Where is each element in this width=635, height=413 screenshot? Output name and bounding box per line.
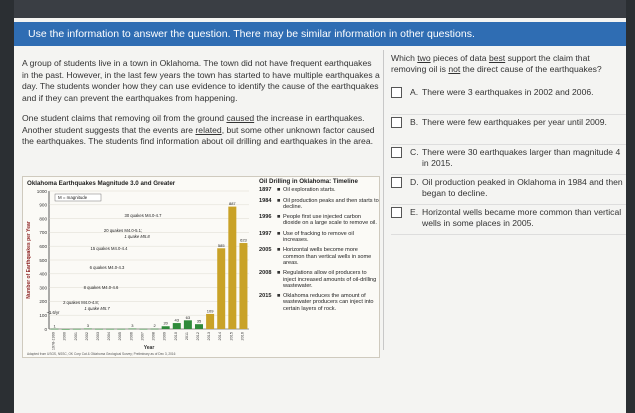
oil-drilling-timeline (259, 179, 379, 316)
checkbox[interactable] (391, 87, 402, 98)
underlined-word: two (417, 53, 431, 63)
bar-2005 (117, 329, 125, 330)
chart-annotation: 2 quakes M4.0-4.8; (63, 300, 99, 305)
option-divider (391, 234, 626, 235)
x-tick-label: 2014 (218, 332, 223, 341)
x-tick-label: 2004 (107, 332, 112, 341)
timeline-marker-icon: ■ (277, 187, 281, 194)
instruction-banner: Use the information to answer the question. There may be similar information in other questions. (14, 22, 626, 46)
bar-2006 (128, 329, 136, 330)
option-text: There were few earthquakes per year until 2009. (422, 117, 607, 127)
option-letter: C. (410, 147, 419, 157)
chart-source: Adapted from USGS, NSSC, OK Corp Cat & Oklahoma Geological Survey; Preliminary as of Dec 3, 2016 (27, 352, 176, 356)
x-tick-label: 2016 (240, 332, 245, 341)
x-tick-label: 2013 (207, 332, 212, 341)
earthquake-bar-chart (23, 177, 259, 357)
timeline-year: 2005 (259, 247, 272, 254)
bar-value-label: 3 (86, 323, 90, 329)
timeline-event (259, 293, 379, 312)
bar-2002 (84, 329, 92, 330)
x-axis-label: Year (143, 345, 155, 351)
option-text: Oil production peaked in Oklahoma in 1984 and then began to decline. (422, 177, 623, 198)
y-tick-label: 600 (39, 244, 47, 249)
passage-text: the increase in earthquakes. Another student suggests that the events are (22, 113, 365, 135)
chart-annotation: 15 quakes M4.0-4.4 (90, 246, 128, 251)
option-letter: D. (410, 177, 419, 187)
answer-option-a[interactable] (391, 87, 626, 111)
timeline-year: 2008 (259, 270, 272, 277)
y-axis-label: Number of Earthquakes per Year (26, 221, 32, 299)
chart-annotation: ~1.6/yr (46, 310, 60, 315)
timeline-event (259, 187, 379, 193)
timeline-event (259, 214, 379, 227)
timeline-event (259, 270, 379, 289)
bar-value-label: 20 (163, 320, 168, 326)
y-tick-label: 100 (39, 313, 47, 318)
chart-annotation: 1 quake M5.7 (84, 306, 110, 311)
timeline-text: Oklahoma reduces the amount of wastewater producers can inject into certain layers of rock. (283, 293, 374, 312)
answer-option-c[interactable] (391, 147, 626, 171)
option-divider (391, 114, 626, 115)
checkbox[interactable] (391, 147, 402, 158)
y-tick-label: 700 (39, 230, 47, 236)
x-tick-label: 2012 (196, 332, 200, 341)
underlined-word: caused (226, 113, 255, 123)
y-tick-label: 200 (39, 299, 47, 305)
timeline-title: Oil Drilling in Oklahoma: Timeline (259, 178, 358, 185)
option-divider (391, 174, 626, 175)
answer-option-d[interactable] (391, 177, 626, 201)
timeline-text: Oil production peaks and then starts to decline. (283, 197, 379, 210)
bar-2000 (62, 329, 70, 330)
timeline-marker-icon: ■ (277, 270, 281, 277)
chart-annotation: 8 quakes M4.0-4.6 (83, 285, 119, 290)
y-tick-label: 400 (39, 271, 47, 277)
y-tick-label: 900 (39, 202, 47, 208)
timeline-marker-icon: ■ (277, 230, 281, 237)
bar-value-label: 109 (206, 308, 214, 314)
timeline-text: Use of fracking to remove oil increases. (283, 230, 354, 244)
option-text: Horizontal wells became more common than vertical wells in some places in 2005. (422, 207, 622, 228)
bar-value-label: 35 (196, 318, 202, 324)
timeline-event (259, 231, 379, 244)
underlined-word: related (195, 124, 222, 135)
option-divider (391, 144, 626, 145)
timeline-marker-icon: ■ (277, 197, 281, 204)
top-toolbar (14, 0, 626, 18)
bar-value-label: 2 (153, 323, 156, 329)
bar-2008 (151, 329, 159, 330)
option-text: There were 30 earthquakes larger than magnitude 4 in 2015. (422, 147, 621, 168)
bar-value-label: 585 (217, 242, 225, 248)
x-tick-label: 2008 (151, 332, 156, 341)
timeline-year: 2015 (259, 293, 272, 300)
y-tick-label: 800 (39, 216, 47, 222)
passage-paragraph-1: A group of students live in a town in Oklahoma. The town did not have frequent earthquakes in the past. However, in the last few years the town has started to have multiple earthquakes a day. The students wonder how they can use evidence to identify the cause of the earthquakes and if they can prevent the earthquakes from happening. (22, 58, 380, 103)
question-part: pieces of data (430, 53, 489, 63)
question-part: Which (391, 53, 418, 63)
timeline-event (259, 198, 379, 211)
bar-2014 (217, 248, 225, 329)
option-text: There were 3 earthquakes in 2002 and 2006. (422, 87, 594, 97)
bar-2007 (139, 329, 147, 330)
bar-value-label: 43 (174, 317, 180, 323)
timeline-text: Oil exploration starts. (283, 187, 336, 194)
bar-2015 (228, 207, 236, 329)
timeline-text: Horizontal wells become more common than vertical wells in some areas. (283, 247, 372, 266)
underlined-word: not (448, 64, 461, 74)
question-part: support the claim that removing oil is (391, 53, 590, 74)
x-tick-label: 2015 (229, 332, 234, 341)
bar-2013 (206, 314, 214, 329)
y-tick-label: 500 (39, 257, 47, 263)
bar-2012 (195, 324, 203, 329)
timeline-text: Regulations allow oil producers to inject increased amounts of oil-drilling wastewater. (283, 270, 377, 289)
option-divider (391, 204, 626, 205)
bar-value-label: 63 (185, 314, 191, 320)
x-tick-label: 2003 (96, 332, 100, 341)
legend-text: M = magnitude (58, 195, 88, 201)
passage-paragraph-2 (22, 113, 380, 148)
chart-annotation: 30 quakes M4.0-4.7 (124, 213, 162, 218)
bar-value-label: 623 (240, 237, 247, 243)
bar-2004 (106, 329, 114, 330)
option-letter: E. (410, 207, 419, 217)
answer-option-b[interactable] (391, 117, 626, 141)
data-figure (22, 176, 380, 358)
x-tick-label: 2001 (73, 332, 78, 341)
x-tick-label: 2007 (140, 332, 145, 341)
timeline-year: 1897 (259, 187, 272, 194)
timeline-marker-icon: ■ (277, 293, 281, 300)
option-letter: B. (410, 117, 419, 127)
bar-value-label: 887 (228, 201, 236, 207)
x-tick-label: 2006 (129, 332, 134, 341)
checkbox[interactable] (391, 207, 402, 218)
timeline-year: 1996 (259, 214, 272, 221)
bar-1978-1999 (51, 329, 59, 330)
x-tick-label: 2011 (184, 332, 189, 341)
bar-2011 (184, 320, 192, 329)
bar-2003 (95, 329, 103, 330)
passage-text: One student claims that removing oil from the ground (22, 113, 227, 123)
bar-2009 (162, 326, 170, 329)
passage-text: , but some other unknown factor caused the earthquakes. The students find information about oil drilling and earthquakes in the area. (22, 124, 375, 146)
column-divider (383, 50, 384, 350)
checkbox[interactable] (391, 177, 402, 188)
question-panel (391, 53, 626, 237)
y-tick-label: 0 (44, 326, 47, 332)
bar-2001 (73, 329, 81, 330)
chart-title: Oklahoma Earthquakes Magnitude 3.0 and Greater (27, 180, 176, 187)
bar-2016 (239, 243, 247, 329)
app-window (14, 0, 626, 413)
question-part: the direct cause of the earthquakes? (460, 64, 602, 74)
chart-annotation: 20 quakes M4.0-5.1; (103, 228, 143, 233)
x-tick-label: 2010 (173, 332, 178, 341)
timeline-year: 1997 (259, 230, 272, 237)
underlined-word: best (488, 53, 506, 63)
chart-annotation: 1 quake M5.8 (124, 234, 150, 239)
y-tick-label: 300 (39, 285, 47, 291)
answer-option-e[interactable] (391, 207, 626, 231)
timeline-event (259, 247, 379, 266)
bar-value-label: 3 (131, 323, 134, 329)
timeline-text: People first use injected carbon dioxide on a large scale to remove oil. (283, 214, 377, 227)
timeline-marker-icon: ■ (277, 214, 281, 221)
timeline-year: 1984 (259, 197, 272, 204)
x-tick-label: 2000 (62, 332, 67, 341)
x-tick-label: 2005 (118, 332, 123, 341)
x-tick-label: 2002 (84, 332, 89, 341)
question-text (391, 53, 626, 75)
x-tick-label: 1978-1999 (51, 332, 56, 351)
x-tick-label: 2009 (162, 332, 167, 341)
bar-2010 (173, 323, 181, 329)
passage (22, 58, 380, 157)
bar-value-label: 1 (53, 323, 56, 329)
timeline-marker-icon: ■ (277, 247, 281, 254)
checkbox[interactable] (391, 117, 402, 128)
chart-annotation: 6 quakes M4.0-4.3 (89, 265, 125, 270)
y-tick-label: 1000 (36, 188, 47, 194)
option-letter: A. (410, 87, 419, 97)
